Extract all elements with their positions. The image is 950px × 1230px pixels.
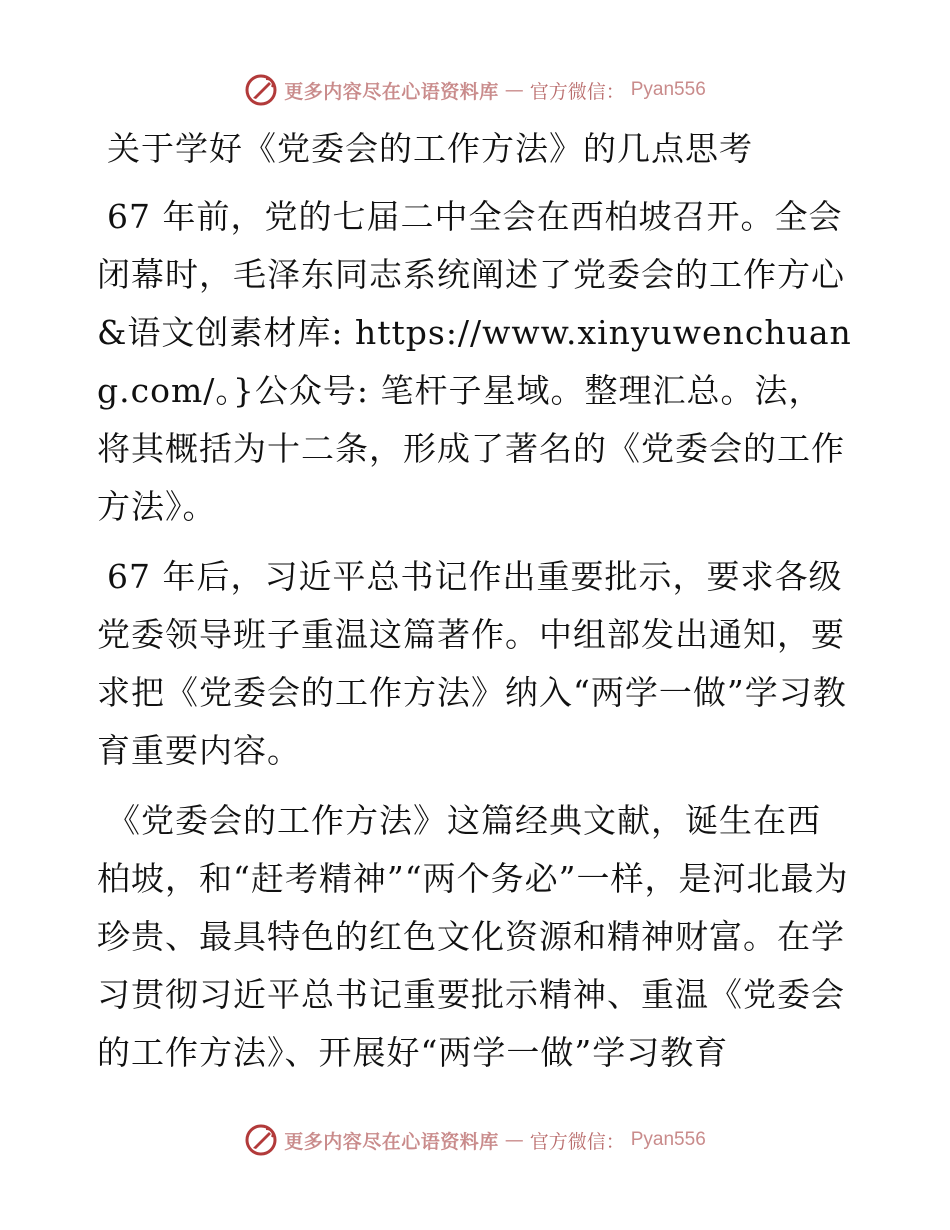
document-title: 关于学好《党委会的工作方法》的几点思考: [107, 129, 753, 168]
paragraph-1: 67 年前，党的七届二中全会在西柏坡召开。全会闭幕时，毛泽东同志系统阐述了党委会的工作方心&语文创素材库: https://www.xinyuwenchuang.com/。}公众号: 笔杆子星域。整理汇总。法，将其概括为十二条，形成了著名的《党委会的工作方法》。: [97, 197, 852, 526]
banner-wechat-label: 官方微信：: [529, 1130, 625, 1153]
paragraph-3: 《党委会的工作方法》这篇经典文献，诞生在西柏坡，和“赶考精神”“两个务必”一样，是河北最为珍贵、最具特色的红色文化资源和精神财富。在学习贯彻习近平总书记重要批示精神、重温《党委会的工作方法》、开展好“两学一做”学习教育: [97, 801, 849, 1072]
banner-main-text: 更多内容尽在心语资料库: [284, 80, 499, 103]
banner-dash: —: [504, 1129, 524, 1151]
paragraph-2: 67 年后，习近平总书记作出重要批示，要求各级党委领导班子重温这篇著作。中组部发出通知，要求把《党委会的工作方法》纳入“两学一做”学习教育重要内容。: [97, 557, 847, 770]
quill-pen-logo-icon: [244, 1123, 278, 1157]
banner-dash: —: [504, 79, 524, 101]
banner-wechat-id: Pyan556: [630, 79, 706, 100]
header-banner: [0, 70, 950, 110]
banner-main-text: 更多内容尽在心语资料库: [284, 1130, 499, 1153]
quill-pen-logo-icon: [244, 73, 278, 107]
banner-wechat-id: Pyan556: [630, 1129, 706, 1150]
banner-wechat-label: 官方微信：: [529, 80, 625, 103]
footer-banner: [0, 1120, 950, 1160]
document-body: [97, 122, 852, 1094]
